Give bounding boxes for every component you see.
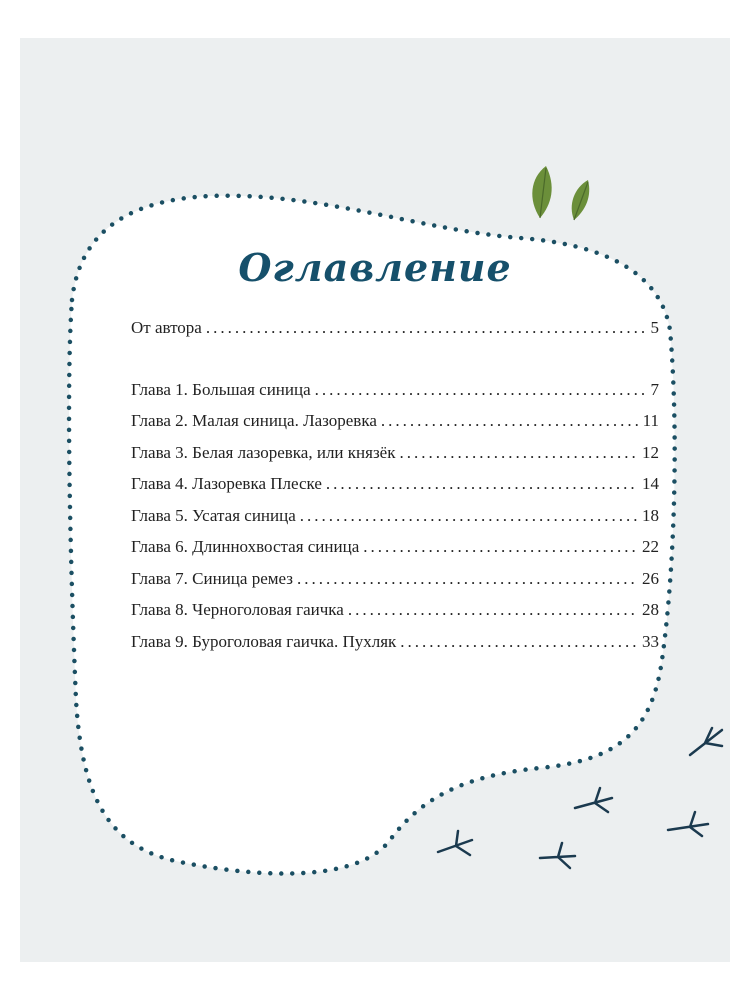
- bird-track-icon: [438, 831, 472, 855]
- toc-entry-page: 28: [642, 600, 659, 619]
- toc-entry-label: Глава 2. Малая синица. Лазоревка: [131, 411, 377, 430]
- toc-entry[interactable]: [131, 569, 659, 601]
- toc-entry-page: 5: [650, 318, 659, 337]
- leaf-icon: [532, 166, 551, 218]
- bird-track-icon: [575, 788, 612, 812]
- toc-entry-label: Глава 3. Белая лазоревка, или князёк: [131, 442, 396, 462]
- toc-entry-label: Глава 1. Большая синица: [131, 379, 311, 399]
- toc-entry[interactable]: [131, 380, 659, 412]
- toc-entry-page: 14: [642, 474, 659, 493]
- bird-track-icon: [540, 843, 575, 868]
- toc-entry-page: 7: [650, 379, 659, 399]
- toc-entry-preface[interactable]: [131, 318, 659, 350]
- toc-entry[interactable]: [131, 537, 659, 569]
- leader-dots: [381, 411, 639, 431]
- leader-dots: [326, 474, 638, 494]
- toc-entry-label: Глава 4. Лазоревка Плеске: [131, 474, 322, 493]
- toc-entry-label: Глава 5. Усатая синица: [131, 505, 296, 525]
- toc-entry[interactable]: [131, 411, 659, 443]
- toc-entry[interactable]: [131, 506, 659, 538]
- leader-dots: [400, 632, 638, 652]
- page-title: Оглавление: [238, 245, 512, 290]
- toc-entry[interactable]: [131, 632, 659, 664]
- leader-dots: [348, 600, 638, 620]
- leader-dots: [297, 569, 638, 589]
- leader-dots: [206, 318, 647, 338]
- toc-entry[interactable]: [131, 600, 659, 632]
- table-of-contents: [131, 318, 659, 663]
- toc-entry[interactable]: [131, 474, 659, 506]
- toc-entry-label: Глава 7. Синица ремез: [131, 568, 293, 588]
- toc-entry-label: Глава 9. Буроголовая гаичка. Пухляк: [131, 631, 397, 651]
- leaf-icon: [572, 180, 590, 220]
- toc-entry-page: 18: [642, 505, 659, 525]
- leader-dots: [363, 537, 638, 557]
- toc-entry[interactable]: [131, 443, 659, 475]
- leader-dots: [300, 506, 638, 526]
- toc-entry-label: Глава 6. Длиннохвостая синица: [131, 537, 360, 556]
- toc-entry-label: От автора: [131, 318, 202, 337]
- leader-dots: [399, 443, 638, 463]
- bird-track-icon: [668, 812, 708, 836]
- toc-entry-page: 12: [642, 442, 659, 462]
- bird-track-icon: [690, 728, 722, 755]
- toc-entry-page: 22: [642, 537, 659, 556]
- toc-entry-page: 33: [642, 631, 659, 651]
- toc-entry-label: Глава 8. Черноголовая гаичка: [131, 600, 344, 619]
- toc-entry-page: 26: [642, 568, 659, 588]
- leader-dots: [315, 380, 647, 400]
- toc-entry-page: 11: [642, 411, 659, 430]
